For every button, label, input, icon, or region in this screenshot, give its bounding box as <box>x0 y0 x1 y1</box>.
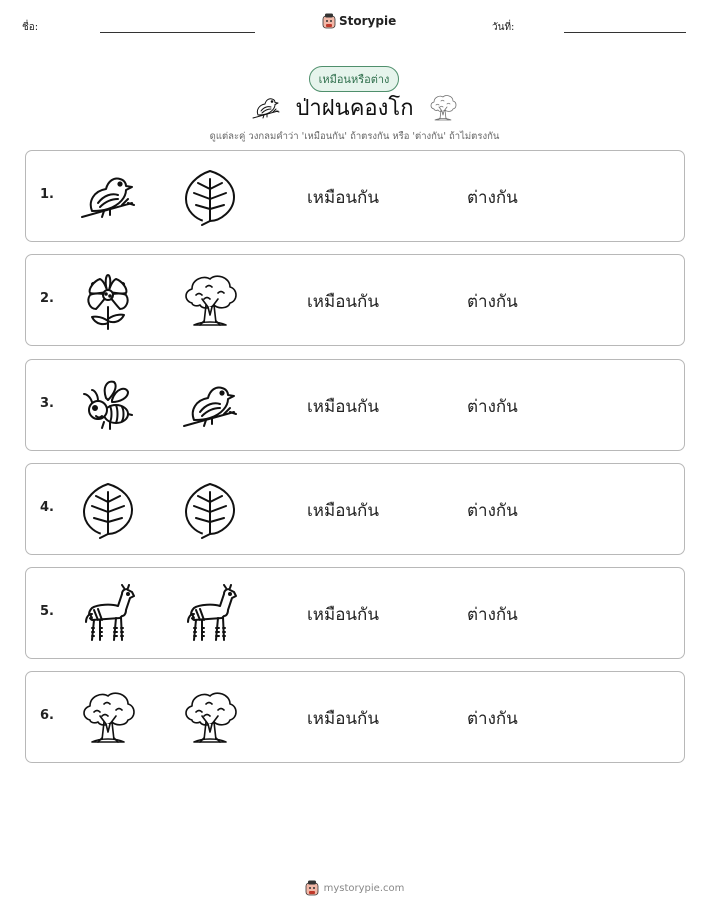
title-row <box>0 90 709 125</box>
leaf-icon <box>180 480 240 540</box>
tree-icon <box>428 93 458 123</box>
storypie-mascot-icon <box>322 13 336 29</box>
same-option[interactable]: เหมือนกัน <box>307 605 379 626</box>
bee-icon <box>78 376 138 436</box>
name-label: ชื่อ: <box>22 22 39 33</box>
same-option[interactable]: เหมือนกัน <box>307 500 379 521</box>
bird-icon <box>251 93 281 123</box>
brand-logo <box>322 13 396 29</box>
different-option[interactable]: ต่างกัน <box>467 292 518 313</box>
same-option[interactable]: เหมือนกัน <box>307 396 379 417</box>
date-line[interactable] <box>564 32 686 33</box>
item-number: 5. <box>40 604 54 620</box>
bird-icon <box>78 167 138 227</box>
okapi-icon <box>78 584 138 644</box>
item-number: 4. <box>40 499 54 515</box>
tree-icon <box>180 271 240 331</box>
exercise-row <box>25 150 685 242</box>
date-label: วันที่: <box>492 22 515 33</box>
exercise-list <box>25 150 685 776</box>
footer-url[interactable]: mystorypie.com <box>323 882 405 894</box>
same-option[interactable]: เหมือนกัน <box>307 188 379 208</box>
exercise-row <box>25 567 685 659</box>
exercise-row <box>25 254 685 346</box>
name-line[interactable] <box>100 32 255 33</box>
item-number: 3. <box>40 395 54 411</box>
leaf-icon <box>78 480 138 540</box>
item-number: 1. <box>40 187 54 202</box>
exercise-row <box>25 671 685 763</box>
exercise-row <box>25 359 685 451</box>
footer <box>0 880 709 896</box>
same-option[interactable]: เหมือนกัน <box>307 709 379 730</box>
tree-icon <box>180 688 240 748</box>
different-option[interactable]: ต่างกัน <box>467 396 518 417</box>
different-option[interactable]: ต่างกัน <box>467 500 518 521</box>
storypie-mascot-icon <box>305 880 319 896</box>
worksheet-type-badge: เหมือนหรือต่าง <box>309 66 399 92</box>
exercise-row <box>25 463 685 555</box>
same-option[interactable]: เหมือนกัน <box>307 292 379 313</box>
different-option[interactable]: ต่างกัน <box>467 709 518 730</box>
page-title: ป่าฝนคองโก <box>295 96 414 121</box>
brand-name: Storypie <box>339 14 397 28</box>
item-number: 2. <box>40 291 54 307</box>
tree-icon <box>78 688 138 748</box>
flower-icon <box>78 271 138 331</box>
bird-icon <box>180 376 240 436</box>
different-option[interactable]: ต่างกัน <box>467 188 518 208</box>
instructions: ดูแต่ละคู่ วงกลมคำว่า 'เหมือนกัน' ถ้าตรงกัน หรือ 'ต่างกัน' ถ้าไม่ตรงกัน <box>209 131 500 142</box>
okapi-icon <box>180 584 240 644</box>
different-option[interactable]: ต่างกัน <box>467 605 518 626</box>
item-number: 6. <box>40 708 54 724</box>
leaf-icon <box>180 167 240 227</box>
